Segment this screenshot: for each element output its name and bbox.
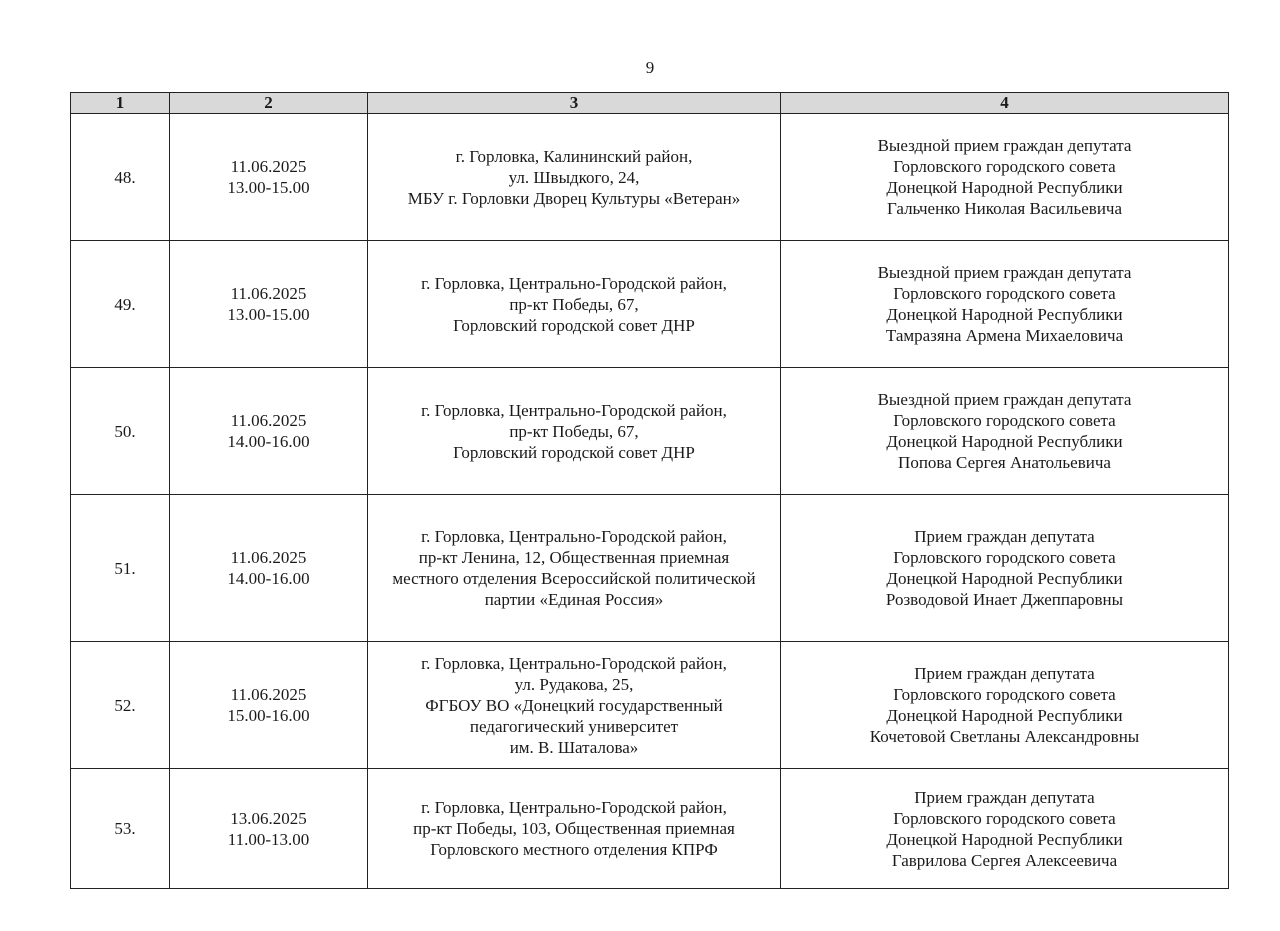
column-header: 3: [368, 93, 781, 114]
place-cell: [368, 495, 781, 642]
table-row: [71, 368, 1229, 495]
column-header: 1: [71, 93, 170, 114]
event-line: Тамразяна Армена Михаеловича: [885, 326, 1124, 345]
place-line: г. Горловка, Центрально-Городской район,: [421, 273, 727, 293]
date: 11.06.2025: [230, 548, 307, 567]
event-cell: [781, 114, 1229, 241]
time: 11.00-13.00: [227, 829, 310, 849]
place-line: пр-кт Победы, 67,: [509, 421, 639, 441]
date-time-cell: [170, 769, 368, 889]
row-number: 50.: [71, 368, 170, 495]
date: 11.06.2025: [230, 284, 307, 303]
time: 13.00-15.00: [227, 178, 310, 197]
page-number: 9: [645, 58, 655, 77]
table-row: [71, 769, 1229, 889]
event-cell: [781, 769, 1229, 889]
event-line: Горловского городского совета: [893, 808, 1116, 828]
column-header: 4: [781, 93, 1229, 114]
place-line: г. Горловка, Калининский район,: [455, 146, 693, 166]
event-line: Кочетовой Светланы Александровны: [869, 727, 1140, 746]
event-line: Гальченко Николая Васильевича: [886, 199, 1123, 218]
event-line: Выездной прием граждан депутата: [877, 263, 1132, 282]
row-number: 48.: [71, 114, 170, 241]
event-line: Прием граждан депутата: [914, 664, 1095, 683]
event-cell: [781, 642, 1229, 769]
event-line: Донецкой Народной Республики: [886, 569, 1123, 588]
place-line: Горловский городской совет ДНР: [453, 315, 695, 335]
event-line: Донецкой Народной Республики: [886, 178, 1123, 197]
place-line: г. Горловка, Центрально-Городской район,: [421, 653, 727, 673]
time: 13.00-15.00: [227, 305, 310, 324]
place-line: пр-кт Ленина, 12, Общественная приемная: [418, 548, 730, 567]
row-number: 52.: [71, 642, 170, 769]
place-line: Горловского местного отделения КПРФ: [430, 840, 718, 859]
event-line: Розводовой Инает Джеппаровны: [885, 590, 1124, 609]
place-line: МБУ г. Горловки Дворец Культуры «Ветеран»: [407, 188, 741, 208]
place-line: г. Горловка, Центрально-Городской район,: [421, 400, 727, 420]
table-row: [71, 241, 1229, 368]
date-time-cell: [170, 114, 368, 241]
place-line: педагогический университет: [469, 716, 679, 736]
date-time-cell: [170, 241, 368, 368]
event-line: Горловского городского совета: [893, 548, 1116, 567]
place-line: им. В. Шаталова»: [509, 737, 639, 757]
table-row: [71, 114, 1229, 241]
event-line: Прием граждан депутата: [914, 527, 1095, 546]
event-line: Донецкой Народной Республики: [886, 432, 1123, 451]
place-line: г. Горловка, Центрально-Городской район,: [421, 798, 727, 817]
event-line: Донецкой Народной Республики: [886, 706, 1123, 725]
event-line: Горловского городского совета: [893, 157, 1116, 176]
event-line: Горловского городского совета: [893, 685, 1116, 704]
time: 14.00-16.00: [227, 569, 310, 588]
event-line: Гаврилова Сергея Алексеевича: [891, 850, 1118, 870]
time: 14.00-16.00: [227, 432, 310, 451]
place-line: ул. Швыдкого, 24,: [508, 167, 640, 187]
place-cell: [368, 642, 781, 769]
column-header: 2: [170, 93, 368, 114]
place-cell: [368, 114, 781, 241]
place-line: г. Горловка, Центрально-Городской район,: [421, 527, 727, 546]
event-cell: [781, 368, 1229, 495]
place-line: ул. Рудакова, 25,: [514, 674, 634, 694]
place-cell: [368, 368, 781, 495]
event-line: Горловского городского совета: [893, 411, 1116, 430]
time: 15.00-16.00: [227, 706, 310, 725]
row-number: 53.: [71, 769, 170, 889]
event-cell: [781, 241, 1229, 368]
place-cell: [368, 769, 781, 889]
date-time-cell: [170, 642, 368, 769]
event-line: Выездной прием граждан депутата: [877, 390, 1132, 409]
row-number: 51.: [71, 495, 170, 642]
event-cell: [781, 495, 1229, 642]
date-time-cell: [170, 368, 368, 495]
place-line: ФГБОУ ВО «Донецкий государственный: [425, 695, 723, 715]
event-line: Донецкой Народной Республики: [886, 829, 1123, 849]
schedule-table: [70, 92, 1229, 889]
event-line: Прием граждан депутата: [914, 787, 1095, 807]
place-line: местного отделения Всероссийской политической: [392, 569, 756, 588]
place-cell: [368, 241, 781, 368]
place-line: пр-кт Победы, 103, Общественная приемная: [413, 819, 735, 838]
place-line: партии «Единая Россия»: [484, 590, 664, 609]
date-time-cell: [170, 495, 368, 642]
header-row: [71, 93, 1229, 114]
place-line: пр-кт Победы, 67,: [509, 294, 639, 314]
date: 13.06.2025: [230, 808, 307, 828]
date: 11.06.2025: [230, 157, 307, 176]
event-line: Выездной прием граждан депутата: [877, 136, 1132, 155]
event-line: Попова Сергея Анатольевича: [898, 453, 1111, 472]
date: 11.06.2025: [230, 685, 307, 704]
row-number: 49.: [71, 241, 170, 368]
place-line: Горловский городской совет ДНР: [453, 442, 695, 462]
event-line: Донецкой Народной Республики: [886, 305, 1123, 324]
event-line: Горловского городского совета: [893, 284, 1116, 303]
table-row: [71, 495, 1229, 642]
table-row: [71, 642, 1229, 769]
date: 11.06.2025: [230, 411, 307, 430]
